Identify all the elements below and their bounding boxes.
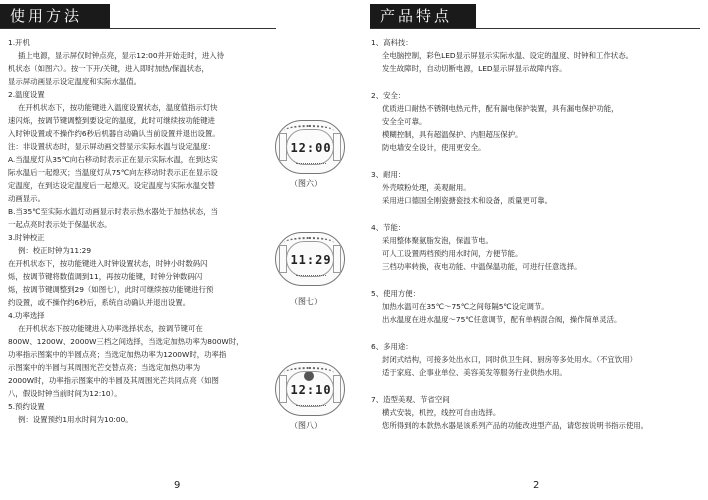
figure-caption: （图六） <box>290 179 322 188</box>
usage-instructions-text <box>8 36 270 426</box>
text-line: 2000W时，功率指示图案中的半圆及其周围光芒共同点亮（如图 <box>8 376 219 385</box>
feature-section <box>371 36 648 75</box>
feature-text: 适于家庭、企事业单位、美容美发等服务行业供热水用。 <box>382 368 567 377</box>
feature-text: 横式安装，机控，线控可自由选择。 <box>382 408 501 417</box>
feature-text: 优质进口耐热不锈钢电热元件，配有漏电保护装置，具有漏电保护功能， <box>382 104 619 113</box>
feature-text: 外壳喷粉处理，美观耐用。 <box>382 183 471 192</box>
left-section-title: 使用方法 <box>0 4 110 28</box>
feature-section <box>371 168 648 207</box>
text-line: 八，假设时钟当前时间为12:10）。 <box>8 389 122 398</box>
feature-text: 防电墙安全设计，使用更安全。 <box>382 143 486 152</box>
text-line: 示图案中的半圆与其周围光芒交替点亮；当选定加热功率为 <box>8 363 201 372</box>
text-line: 机状态（如图六）。按一下开/关键，进入即时加热/保温状态， <box>8 64 209 73</box>
feature-heading: 4、节能： <box>371 223 406 232</box>
text-line: 约设置，或不操作约6秒后，系统自动确认并退出设置。 <box>8 298 191 307</box>
feature-section <box>371 287 648 326</box>
title-underline <box>0 28 276 29</box>
figure-caption: （图八） <box>290 421 322 430</box>
text-line: 速闪烁，按调节键调整到要设定的温度，此时可继续按功能键进 <box>8 116 215 125</box>
lcd-display-figure-6 <box>275 120 345 174</box>
lcd-digits: 11:29 <box>290 253 332 267</box>
feature-text: 发生故障时，自动切断电源，LED显示屏显示故障内容。 <box>382 64 567 73</box>
right-section-title: 产品特点 <box>370 4 476 28</box>
feature-heading: 5、使用方便： <box>371 289 421 298</box>
lcd-digits: 12:00 <box>290 141 332 155</box>
text-line: 5.预约设置 <box>8 402 45 411</box>
feature-text: 三档功率转换，夜电功能、中温保温功能，可进行任意选择。 <box>382 262 582 271</box>
text-line: 4.功率选择 <box>8 311 45 320</box>
product-features-text <box>371 36 648 446</box>
feature-text: 出水温度在进水温度～75℃任意调节，配有单柄混合阀，操作简单灵活。 <box>382 315 622 324</box>
feature-heading: 7、造型美观、节省空间 <box>371 395 450 404</box>
text-line: 3.时钟校正 <box>8 233 45 242</box>
feature-text: 采用进口德国全刚瓷搪瓷技术和设备，质量更可靠。 <box>382 196 552 205</box>
text-line: 定温度，在到达设定温度后一起熄灭。设定温度与实际水温交替 <box>8 181 215 190</box>
feature-text: 安全全可靠。 <box>382 117 427 126</box>
figure-caption: （图七） <box>290 297 322 306</box>
text-line: 例：设置预约1用水时间为10:00。 <box>18 415 133 424</box>
feature-section <box>371 221 648 273</box>
feature-heading: 1、高科技： <box>371 38 413 47</box>
text-line: 烁，按调节键将数值调到11，再按功能键，时钟分钟数码闪 <box>8 272 203 281</box>
text-line: 动画显示。 <box>8 194 45 203</box>
feature-section <box>371 340 648 379</box>
text-line: 1.开机 <box>8 38 30 47</box>
text-line: 一起点亮时表示处于保温状态。 <box>8 220 112 229</box>
feature-heading: 3、耐用： <box>371 170 406 179</box>
text-line: 800W、1200W、2000W三档之间选择，当选定加热功率为800W时， <box>8 337 244 346</box>
text-line: 入时钟设置或不操作约6秒后机器自动确认当前设置并退出设置。 <box>8 129 220 138</box>
text-line: 注：非设置状态时，显示屏动画交替显示实际水温与设定温度： <box>8 142 215 151</box>
text-line: 在开机状态下，按功能键进入时钟设置状态，时钟小时数码闪 <box>8 259 208 268</box>
lcd-display-figure-7 <box>275 232 345 286</box>
text-line: 烁，按调节键调整到29（如图七），此时可继续按功能键进行预 <box>8 285 214 294</box>
text-line: 2.温度设置 <box>8 90 45 99</box>
text-line: 功率指示图案中的半圆点亮；当选定加热功率为1200W时，功率指 <box>8 350 227 359</box>
text-line: A.当温度灯从35℃向右移动时表示正在显示实际水温，在到达实 <box>8 155 218 164</box>
feature-text: 加热水温可在35℃～75℃之间每隔5℃设定调节。 <box>382 302 549 311</box>
feature-text: 您所得到的本款热水器是该系列产品的功能改进型产品，请您按说明书指示使用。 <box>382 421 649 430</box>
feature-section <box>371 89 648 154</box>
lcd-display-figure-8 <box>275 362 345 416</box>
text-line: 在开机状态下按功能键进入功率选择状态，按调节键可在 <box>18 324 203 333</box>
feature-section <box>371 393 648 432</box>
text-line: B.当35℃至实际水温灯动画显示时表示热水器处于加热状态，当 <box>8 207 218 216</box>
text-line: 显示屏动画显示设定温度和实际水温值。 <box>8 77 142 86</box>
feature-text: 可人工设置两档预约用水时间，方便节能。 <box>382 249 523 258</box>
text-line: 例：校正时钟为11:29 <box>18 246 92 255</box>
text-line: 在开机状态下，按功能键进入温度设置状态，温度值指示灯快 <box>18 103 218 112</box>
feature-text: 封闭式结构，可接多处出水口，同时供卫生间、厨房等多处用水。（不宜饮用） <box>382 355 637 364</box>
feature-heading: 2、安全： <box>371 91 406 100</box>
lcd-digits: 12:10 <box>290 383 332 397</box>
feature-text: 模糊控制，具有超温保护、内胆超压保护。 <box>382 130 523 139</box>
page-number: 9 <box>174 480 181 491</box>
text-line: 际水温后一起熄灭；当温度灯从75℃向左移动时表示正在显示设 <box>8 168 218 177</box>
page-number: 2 <box>533 480 540 491</box>
title-underline <box>370 28 700 29</box>
feature-text: 采用整体聚氨脂发泡，保温节电。 <box>382 236 493 245</box>
feature-text: 全电脑控制，彩色LED显示屏显示实际水温、设定的温度、时钟和工作状态。 <box>382 51 633 60</box>
feature-heading: 6、多用途： <box>371 342 413 351</box>
text-line: 插上电源，显示屏仅时钟点亮，显示12:00并开始走时，进入待 <box>18 51 225 60</box>
